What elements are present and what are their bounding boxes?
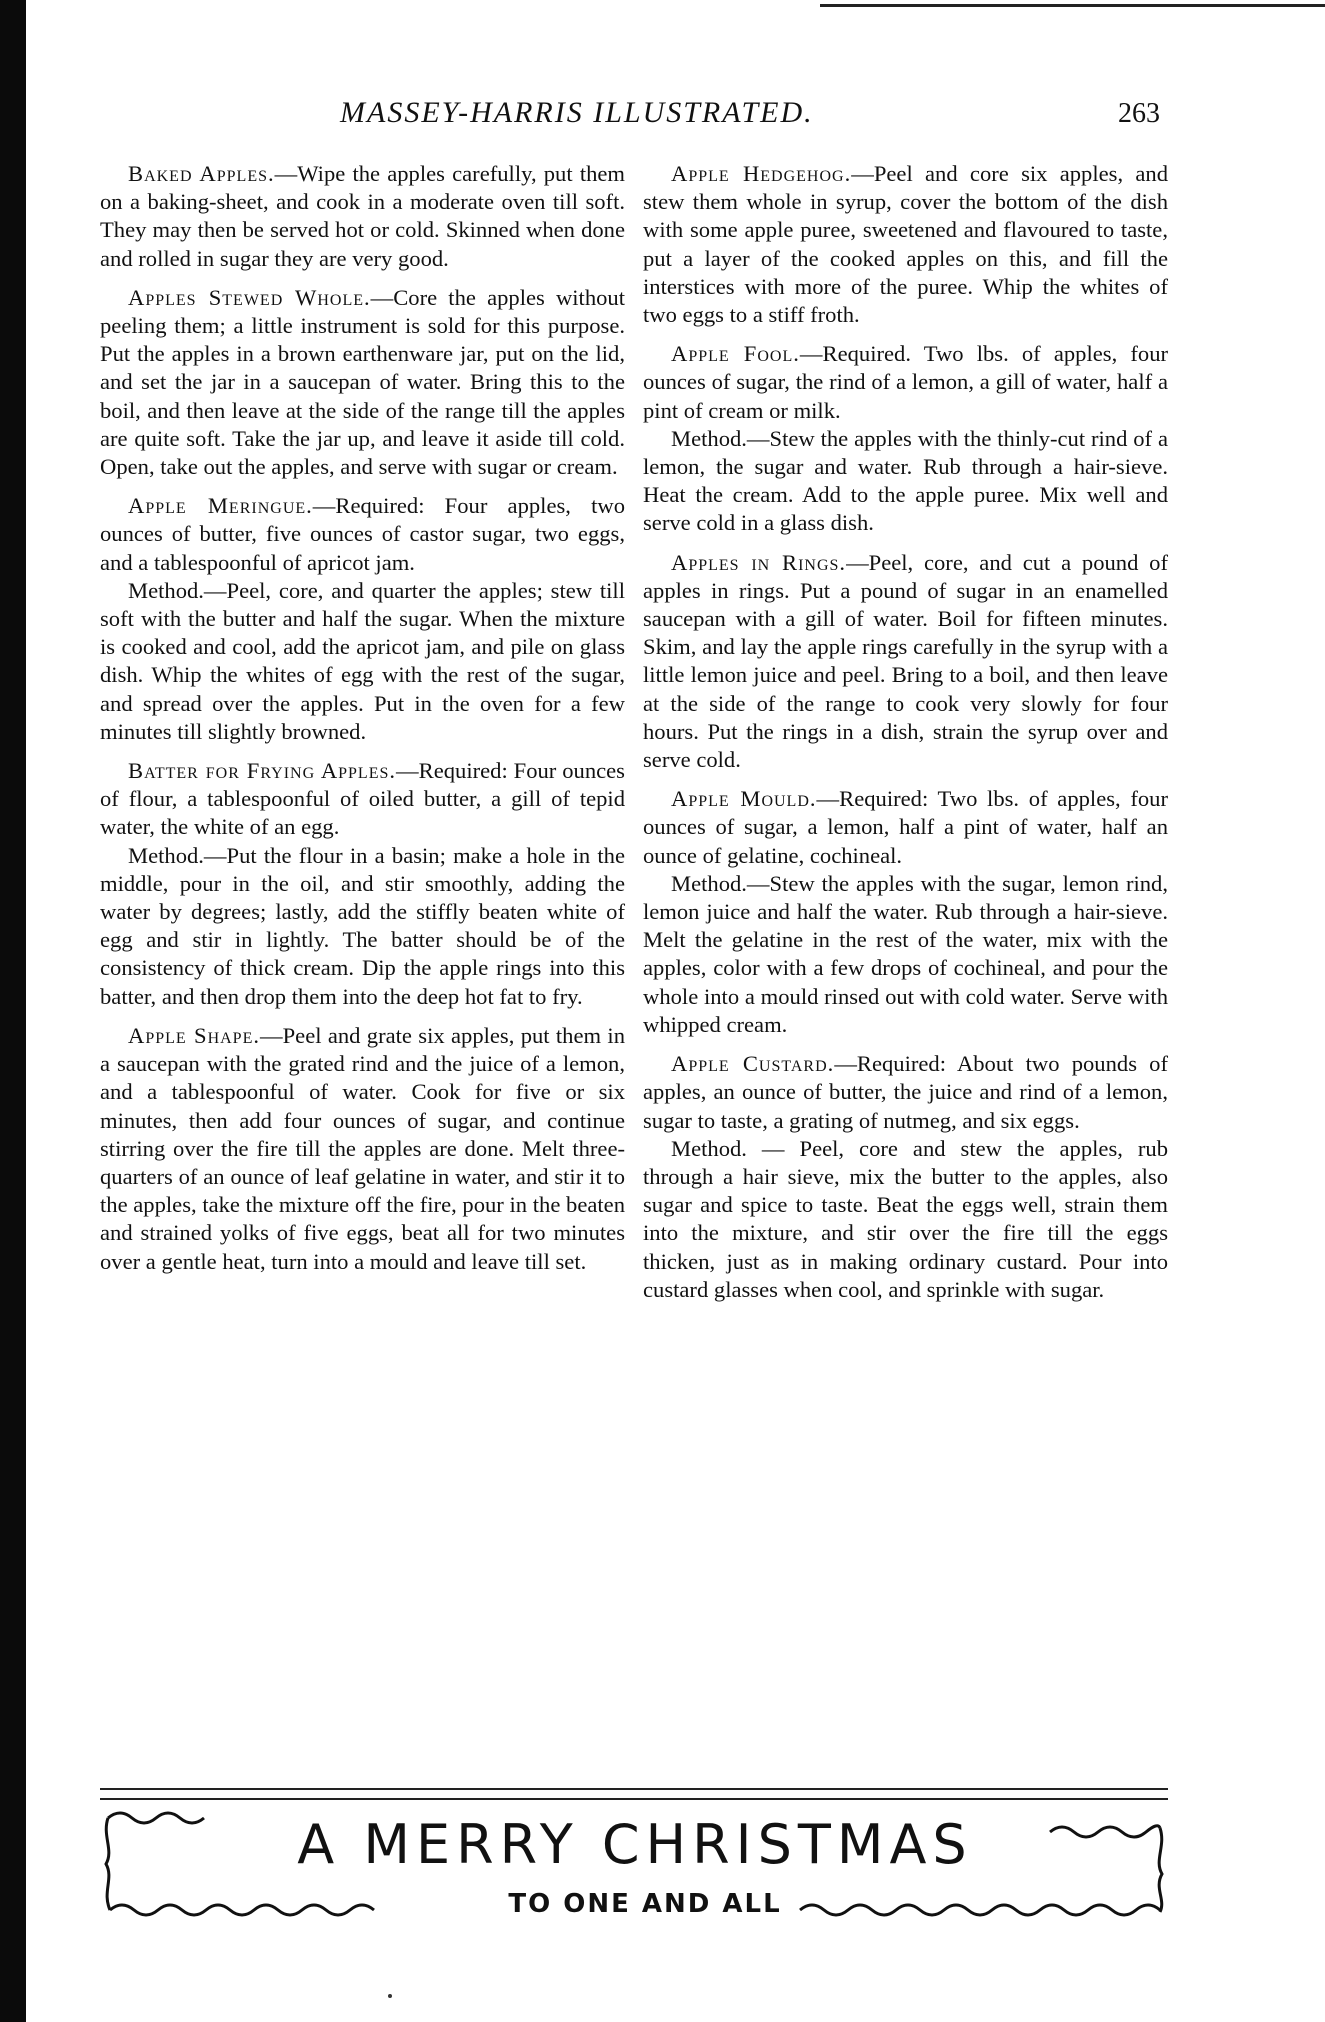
recipe-method: Method.—Stew the apples with the sugar, lemon rind, lemon juice and half the water. Rub through a hair-sieve. Melt the gelatine in the rest of the water, mix with the apples, color with a few drops of cochineal, and pour the whole into a mould rinsed out with cold water. Serve with whipped cream. — [643, 870, 1168, 1037]
recipe-method: Method. — Peel, core and stew the apples, rub through a hair sieve, mix the butter to the apples, also sugar and spice to taste. Beat the eggs well, strain them into the mixture, and stir over the fire till the eggs thicken, just as in making ordinary custard. Pour into custard glasses when cool, and sprinkle with sugar. — [643, 1135, 1168, 1302]
recipe-title: Baked Apples. — [128, 161, 275, 186]
recipe-text: —Peel, core, and cut a pound of apples in rings. Put a pound of sugar in an enamelled saucepan with a gill of water. Boil for fifteen minutes. Skim, and lay the apple rings carefully in the syrup with a little lemon juice and peel. Bring to a boil, and then leave at the side of the range to cook very slowly for four hours. Put the rings in a dish, strain the syrup over and serve cold. — [643, 549, 1168, 773]
recipe-text: —Peel and core six apples, and stew them whole in syrup, cover the bottom of the dish with some apple puree, sweetened and flavoured to taste, put a layer of the cooked apples on this, and fill the interstices with more of the puree. Whip the whites of two eggs to a stiff froth. — [643, 161, 1168, 328]
recipe-title: Batter for Frying Apples. — [128, 758, 397, 784]
scan-left-edge-bar — [0, 0, 26, 2022]
top-border-line — [820, 4, 1325, 7]
page-number: 263 — [1118, 98, 1160, 129]
left-column — [100, 160, 625, 1287]
recipe-text: —Required: Two lbs. of apples, four ounces of sugar, a lemon, half a pint of water, half an ounce of gelatine, cochineal. — [643, 786, 1168, 868]
publication-title: MASSEY-HARRIS ILLUSTRATED. — [340, 96, 814, 129]
recipe-apples-in-rings — [643, 549, 1168, 775]
recipe-method: Method.—Peel, core, and quarter the apples; stew till soft with the butter and half the sugar. When the mixture is cooked and cool, add the apricot jam, and pile on glass dish. Whip the whites of egg with the rest of the sugar, and spread over the apples. Put in the oven for a few minutes till slightly browned. — [100, 577, 625, 744]
recipe-title: Apples in Rings. — [671, 549, 847, 575]
right-column — [643, 160, 1168, 1315]
recipe-text: —Required: About two pounds of apples, an ounce of butter, the juice and rind of a lemon, sugar to taste, a grating of nutmeg, and six eggs. — [643, 1051, 1168, 1133]
recipe-method: Method.—Put the flour in a basin; make a hole in the middle, pour in the oil, and stir smoothly, adding the water by degrees; lastly, add the stiffly beaten white of egg and stir in lightly. The batter should be of the consistency of thick cream. Dip the apple rings into this batter, and then drop them into the deep hot fat to fry. — [100, 842, 625, 1009]
recipe-title: Apple Hedgehog. — [671, 161, 852, 186]
recipe-method: Method.—Stew the apples with the thinly-cut rind of a lemon, the sugar and water. Rub through a hair-sieve. Heat the cream. Add to the apple puree. Mix well and serve cold in a glass dish. — [643, 425, 1168, 536]
recipe-apples-stewed-whole — [100, 284, 625, 481]
recipe-batter-for-frying-apples — [100, 757, 625, 1011]
recipe-apple-shape — [100, 1022, 625, 1276]
recipe-text: —Core the apples without peeling them; a little instrument is sold for this purpose. Put the apples in a brown earthenware jar, put on the lid, and set the jar in a saucepan of water. Bring this to the boil, and then leave at the side of the range till the apples are quite soft. Take the jar up, and leave it aside till cold. Open, take out the apples, and serve with sugar or cream. — [100, 284, 625, 480]
stray-ink-dot — [388, 1994, 392, 1998]
recipe-apple-mould — [643, 785, 1168, 1039]
recipe-title: Apple Meringue. — [128, 493, 313, 519]
recipe-title: Apple Fool. — [671, 341, 800, 367]
banner-title: A MERRY CHRISTMAS — [297, 1813, 973, 1876]
recipe-apple-hedgehog — [643, 160, 1168, 329]
double-rule-divider — [100, 1788, 1168, 1800]
page-header — [100, 96, 1160, 136]
christmas-banner — [100, 1806, 1168, 1936]
recipe-title: Apple Shape. — [128, 1022, 260, 1048]
recipe-apple-custard — [643, 1050, 1168, 1304]
recipe-apple-fool — [643, 340, 1168, 537]
recipe-title: Apples Stewed Whole. — [128, 284, 371, 310]
recipe-text: —Peel and grate six apples, put them in a saucepan with the grated rind and the juice of a lemon, and a tablespoonful of water. Cook for five or six minutes, then add four ounces of sugar, and continue stirring over the fire till the apples are done. Melt three-quarters of an ounce of leaf gelatine in water, and stir it to the apples, take the mixture off the fire, pour in the beaten and strained yolks of five eggs, beat all for two minutes over a gentle heat, turn into a mould and leave till set. — [100, 1022, 625, 1274]
banner-subtitle: TO ONE AND ALL — [508, 1889, 782, 1919]
recipe-apple-meringue — [100, 492, 625, 746]
recipe-text: —Required: Four ounces of flour, a tablespoonful of oiled butter, a gill of tepid water, the white of an egg. — [100, 758, 625, 840]
recipe-text: —Required: Four apples, two ounces of butter, five ounces of castor sugar, two eggs, and a tablespoonful of apricot jam. — [100, 493, 625, 575]
recipe-text: —Required. Two lbs. of apples, four ounces of sugar, the rind of a lemon, a gill of water, half a pint of cream or milk. — [643, 341, 1169, 423]
recipe-baked-apples — [100, 160, 625, 273]
recipe-text: —Wipe the apples carefully, put them on a baking-sheet, and cook in a moderate oven till soft. They may then be served hot or cold. Skinned when done and rolled in sugar they are very good. — [100, 161, 625, 271]
recipe-title: Apple Mould. — [671, 786, 817, 812]
recipe-title: Apple Custard. — [671, 1051, 835, 1077]
